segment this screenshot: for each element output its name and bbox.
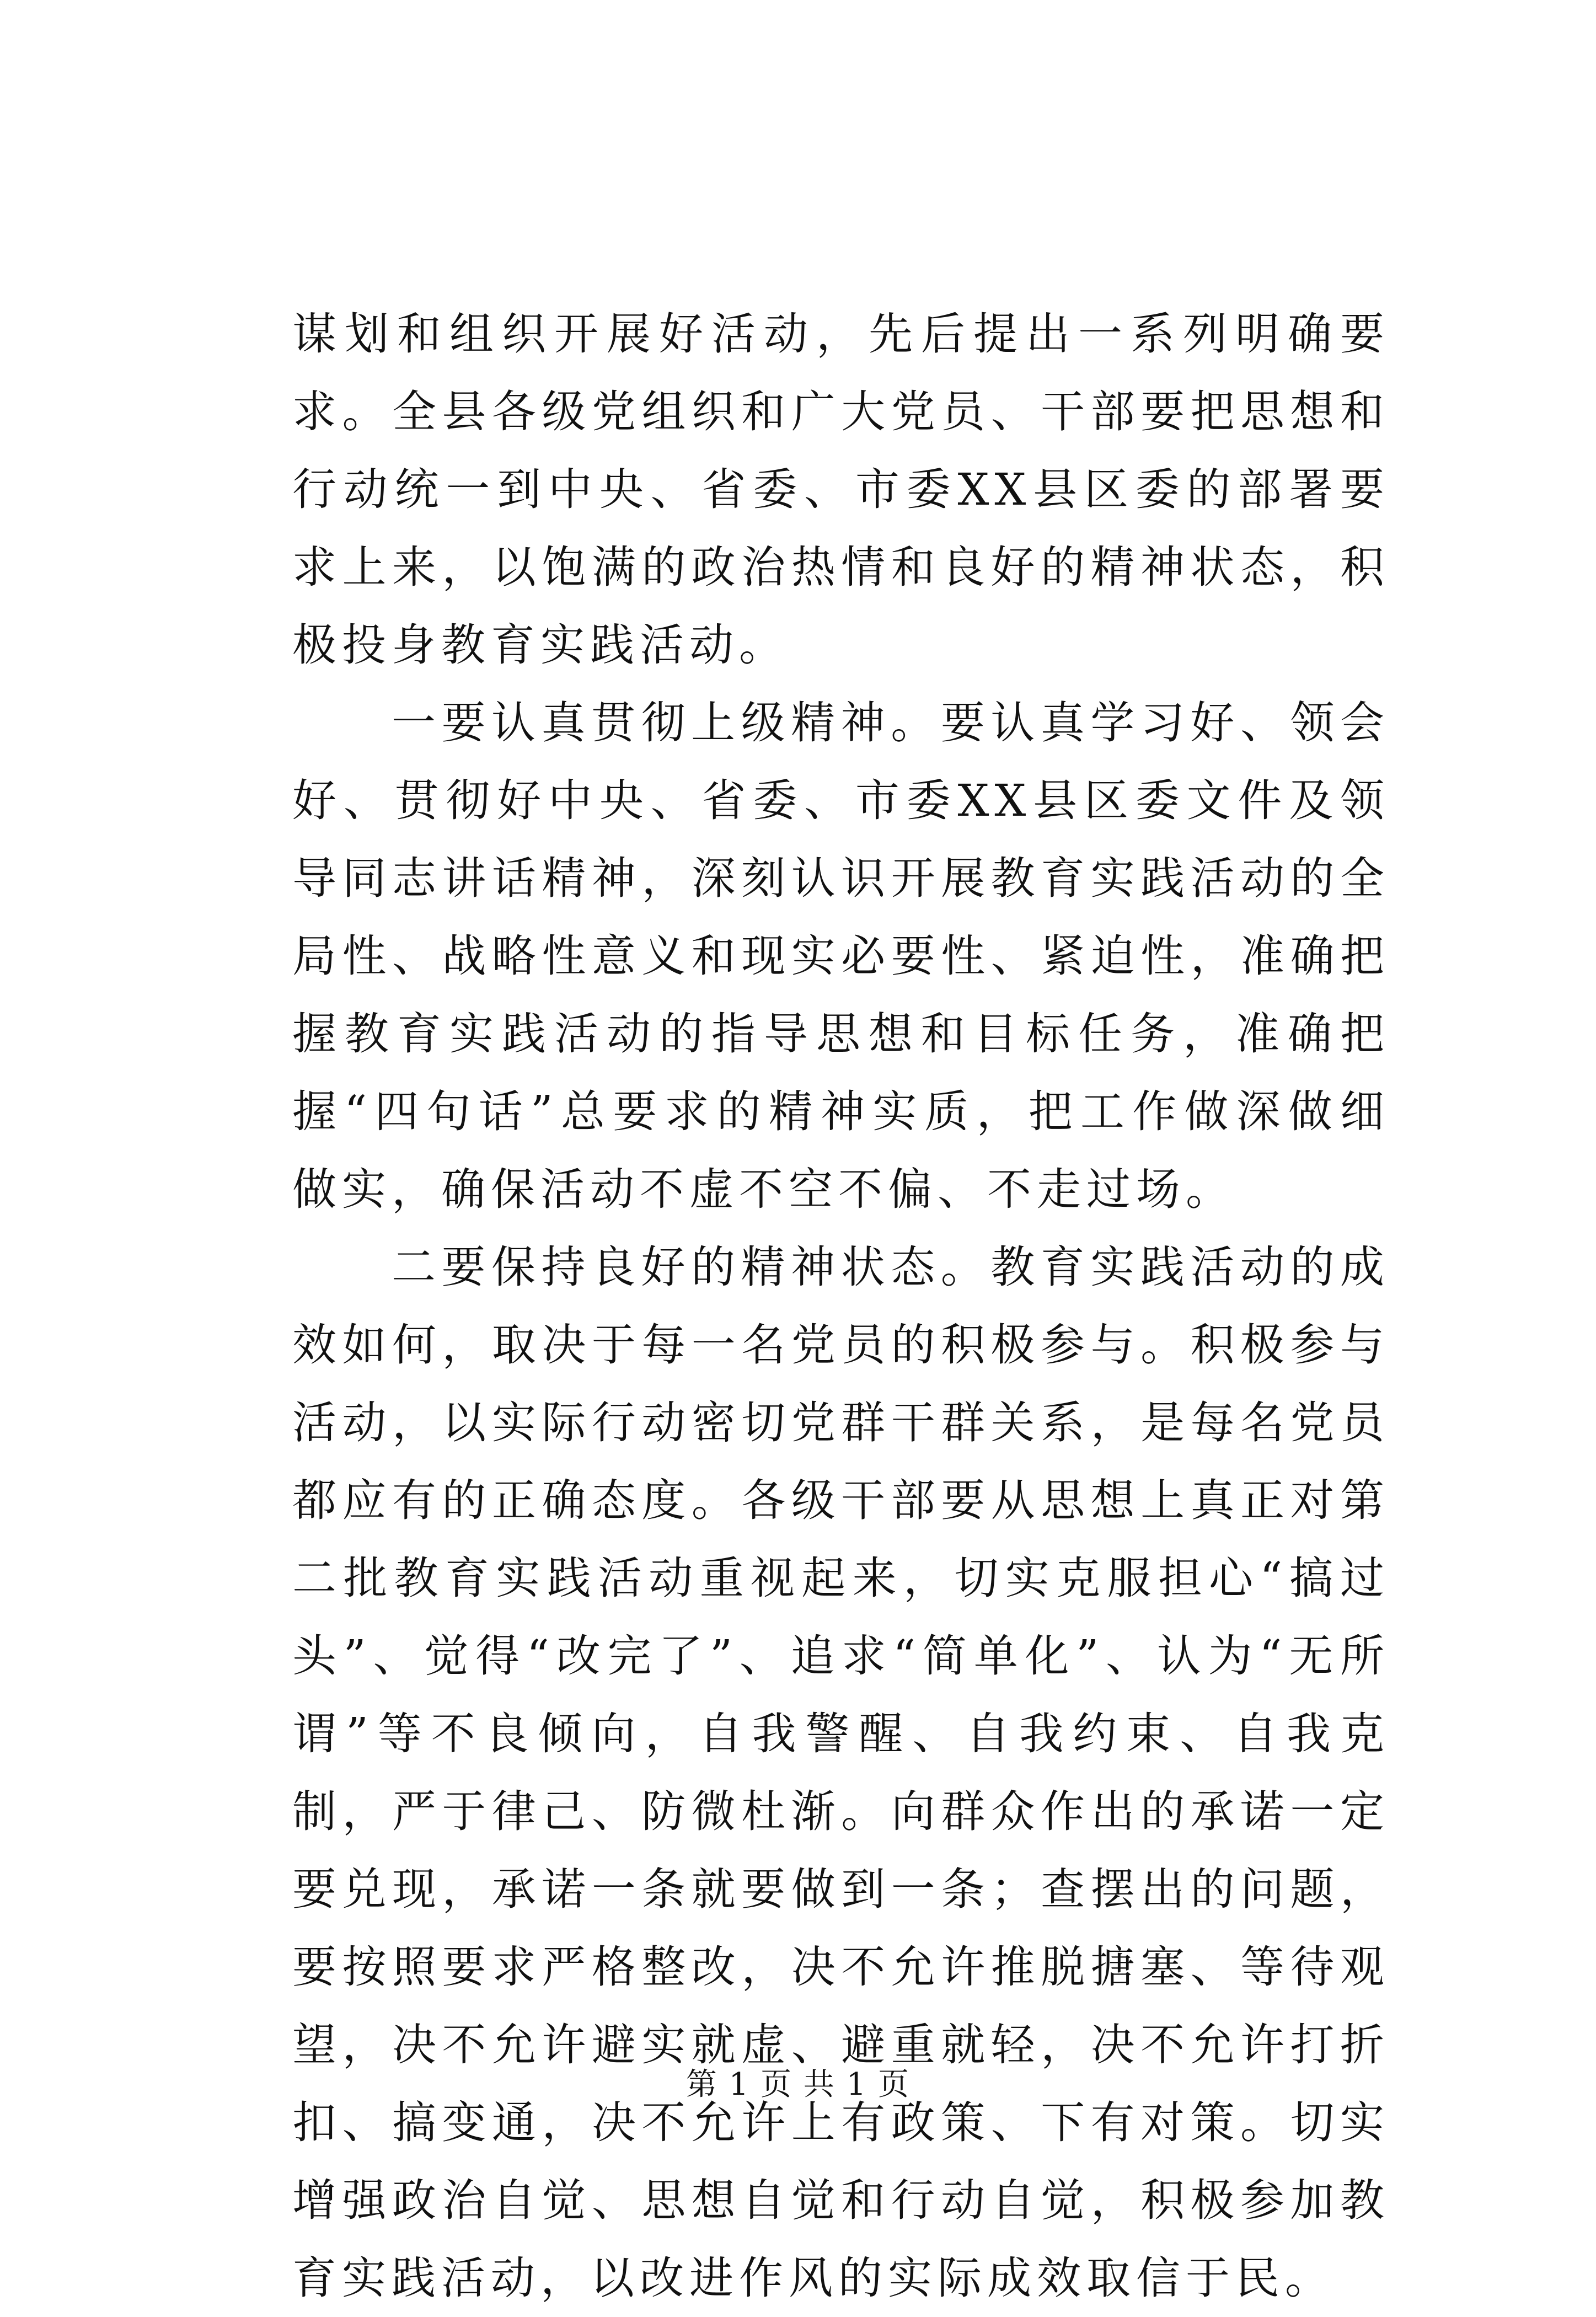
paragraph-implement-spirit: 一要认真贯彻上级精神。要认真学习好、领会好、贯彻好中央、省委、市委XX县区委文件及领导同志讲话精神，深刻认识开展教育实践活动的全局性、战略性意义和现实必要性、紧迫性，准确把握教育实践活动的指导思想和目标任务，准确把握“四句话”总要求的精神实质，把工作做深做细做实，确保活动不虚不空不偏、不走过场。	[292, 697, 1390, 1215]
page-footer: 第 1 页 共 1 页	[685, 2067, 911, 2102]
paragraph-continuation: 谋划和组织开展好活动，先后提出一系列明确要求。全县各级党组织和广大党员、干部要把思想和行动统一到中央、省委、市委XX县区委的部署要求上来，以饱满的政治热情和良好的精神状态，积极投身教育实践活动。	[292, 308, 1390, 671]
document-body	[292, 295, 1390, 2317]
paragraph-spiritual-state: 二要保持良好的精神状态。教育实践活动的成效如何，取决于每一名党员的积极参与。积极参与活动，以实际行动密切党群干群关系，是每名党员都应有的正确态度。各级干部要从思想上真正对第二批教育实践活动重视起来，切实克服担心“搞过头”、觉得“改完了”、追求“简单化”、认为“无所谓”等不良倾向，自我警醒、自我约束、自我克制，严于律己、防微杜渐。向群众作出的承诺一定要兑现，承诺一条就要做到一条；查摆出的问题，要按照要求严格整改，决不允许推脱搪塞、等待观望，决不允许避实就虚、避重就轻，决不允许打折扣、搞变通，决不允许上有政策、下有对策。切实增强政治自觉、思想自觉和行动自觉，积极参加教育实践活动，以改进作风的实际成效取信于民。	[292, 1242, 1390, 2304]
